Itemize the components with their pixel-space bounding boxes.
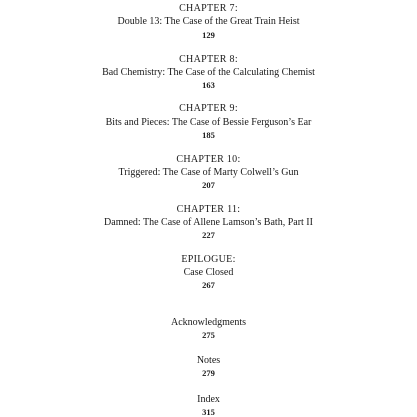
chapter-9-heading: CHAPTER 9: <box>179 103 238 114</box>
index-page: 315 <box>202 407 215 417</box>
chapter-11-title: Damned: The Case of Allene Lamson’s Bath, Part II <box>104 217 313 228</box>
notes-page: 279 <box>202 368 215 378</box>
chapter-9-page: 185 <box>202 130 215 140</box>
epilogue-page: 267 <box>202 280 215 290</box>
epilogue-heading: EPILOGUE: <box>181 254 236 265</box>
chapter-11-page: 227 <box>202 230 215 240</box>
acknowledgments-title: Acknowledgments <box>171 317 246 328</box>
chapter-8-title: Bad Chemistry: The Case of the Calculating Chemist <box>102 67 315 78</box>
chapter-8-heading: CHAPTER 8: <box>179 54 238 65</box>
acknowledgments-page: 275 <box>202 330 215 340</box>
notes-title: Notes <box>196 355 221 366</box>
chapter-10-heading: CHAPTER 10: <box>176 154 241 165</box>
chapter-7-title: Double 13: The Case of the Great Train Heist <box>117 16 300 27</box>
chapter-8-page: 163 <box>202 80 215 90</box>
chapter-7-page: 129 <box>202 30 215 40</box>
chapter-9-title: Bits and Pieces: The Case of Bessie Ferguson’s Ear <box>105 117 312 128</box>
index-title: Index <box>197 394 220 405</box>
chapter-11-heading: CHAPTER 11: <box>176 204 241 215</box>
chapter-7-heading: CHAPTER 7: <box>179 3 238 14</box>
epilogue-title: Case Closed <box>183 267 234 278</box>
chapter-10-title: Triggered: The Case of Marty Colwell’s Gun <box>118 167 299 178</box>
chapter-10-page: 207 <box>202 180 215 190</box>
